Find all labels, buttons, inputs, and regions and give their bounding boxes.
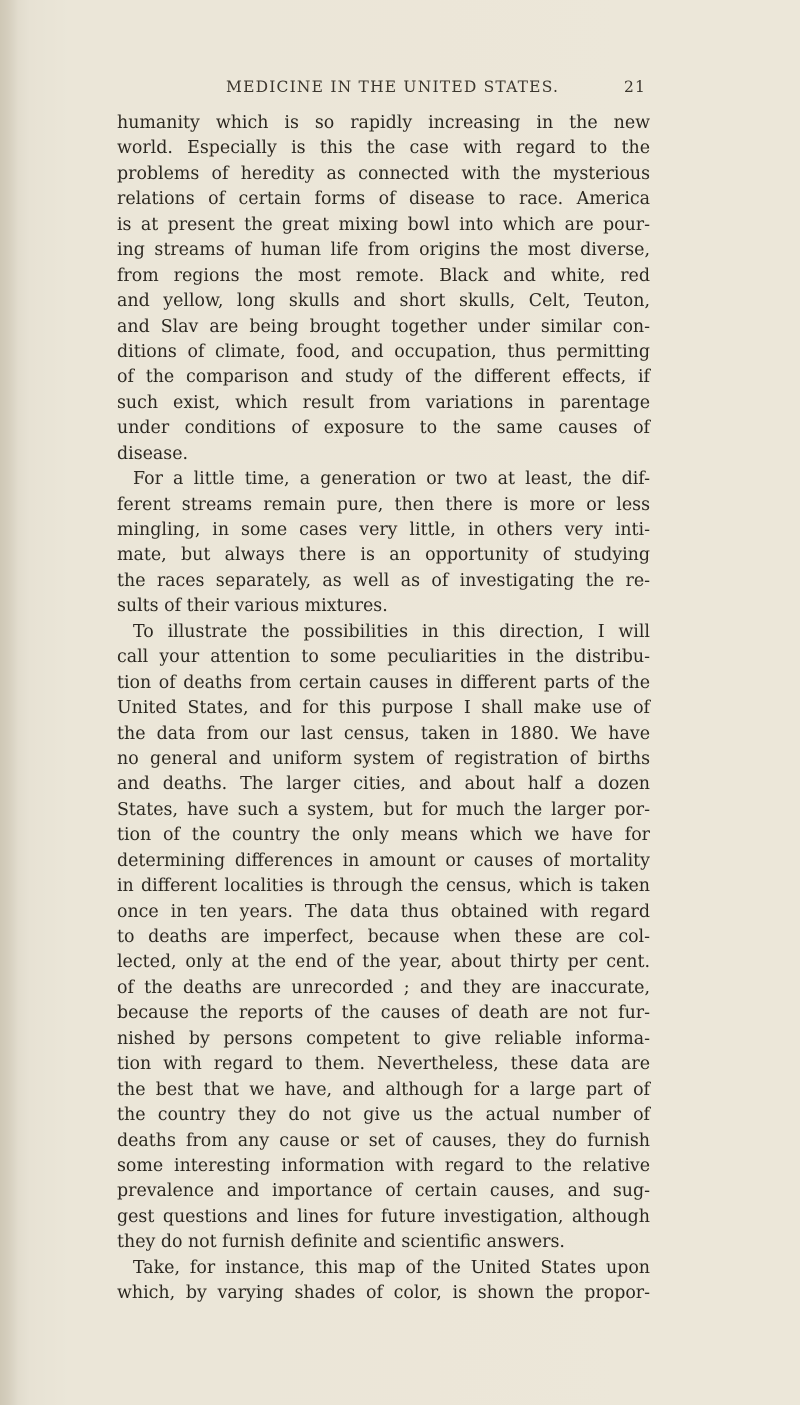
- text-line: world. Especially is this the case with regard to the: [117, 138, 650, 159]
- text-line: ing streams of human life from origins the most diverse,: [117, 240, 650, 261]
- text-line: in different localities is through the census, which is taken: [117, 876, 650, 897]
- text-line: determining differences in amount or causes of mortality: [117, 850, 650, 871]
- text-line: lected, only at the end of the year, about thirty per cent.: [117, 952, 650, 973]
- text-line: disease.: [117, 443, 189, 464]
- text-line: some interesting information with regard to the relative: [117, 1155, 650, 1176]
- text-line: of the comparison and study of the different effects, if: [117, 367, 650, 388]
- text-line: the data from our last census, taken in 1880. We have: [117, 723, 650, 744]
- text-line: nished by persons competent to give reliable informa-: [117, 1028, 650, 1049]
- text-line: the country they do not give us the actual number of: [117, 1105, 650, 1126]
- text-line: they do not furnish definite and scientific answers.: [117, 1232, 565, 1253]
- text-line: States, have such a system, but for much the larger por-: [117, 799, 650, 820]
- text-line: humanity which is so rapidly increasing in the new: [117, 113, 650, 133]
- text-line: which, by varying shades of color, is shown the propor-: [117, 1283, 650, 1304]
- body-text: [117, 111, 650, 1307]
- text-line: Take, for instance, this map of the United States upon: [133, 1257, 650, 1278]
- text-line: from regions the most remote. Black and white, red: [117, 265, 650, 286]
- text-line: deaths from any cause or set of causes, they do furnish: [117, 1130, 650, 1151]
- text-line: and Slav are being brought together under similar con-: [117, 316, 650, 337]
- text-line: and yellow, long skulls and short skulls, Celt, Teuton,: [117, 291, 650, 312]
- text-line: call your attention to some peculiarities in the distribu-: [117, 647, 650, 668]
- text-line: and deaths. The larger cities, and about half a dozen: [117, 774, 650, 795]
- text-line: no general and uniform system of registration of births: [117, 748, 650, 769]
- text-line: sults of their various mixtures.: [117, 596, 388, 617]
- text-line: because the reports of the causes of death are not fur-: [117, 1003, 650, 1024]
- text-line: tion of the country the only means which we have for: [117, 825, 650, 846]
- text-line: prevalence and importance of certain causes, and sug-: [117, 1181, 650, 1202]
- text-line: problems of heredity as connected with the mysterious: [117, 163, 650, 184]
- page-edge-shadow: [0, 0, 18, 1405]
- text-line: To illustrate the possibilities in this direction, I will: [133, 621, 650, 642]
- text-line: For a little time, a generation or two at least, the dif-: [133, 469, 650, 490]
- text-line: ferent streams remain pure, then there is more or less: [117, 494, 650, 515]
- text-line: under conditions of exposure to the same causes of: [117, 418, 650, 439]
- running-title: MEDICINE IN THE UNITED STATES.: [226, 78, 560, 96]
- text-line: ditions of climate, food, and occupation, thus permitting: [117, 341, 650, 362]
- text-line: such exist, which result from variations in parentage: [117, 392, 650, 413]
- text-line: is at present the great mixing bowl into which are pour-: [117, 214, 650, 235]
- text-line: the best that we have, and although for a large part of: [117, 1079, 650, 1100]
- text-line: once in ten years. The data thus obtained with regard: [117, 901, 650, 922]
- text-line: of the deaths are unrecorded ; and they are inaccurate,: [117, 977, 650, 998]
- text-line: United States, and for this purpose I shall make use of: [117, 698, 650, 719]
- text-line: tion with regard to them. Nevertheless, these data are: [117, 1054, 650, 1075]
- text-line: the races separately, as well as of investigating the re-: [117, 570, 650, 591]
- text-line: relations of certain forms of disease to race. America: [117, 189, 650, 210]
- text-line: mingling, in some cases very little, in others very inti-: [117, 520, 650, 540]
- page-number: 21: [624, 78, 647, 96]
- text-line: mate, but always there is an opportunity of studying: [117, 545, 650, 566]
- text-line: to deaths are imperfect, because when these are col-: [117, 927, 650, 947]
- text-line: gest questions and lines for future investigation, although: [117, 1206, 650, 1227]
- text-line: tion of deaths from certain causes in different parts of the: [117, 672, 650, 693]
